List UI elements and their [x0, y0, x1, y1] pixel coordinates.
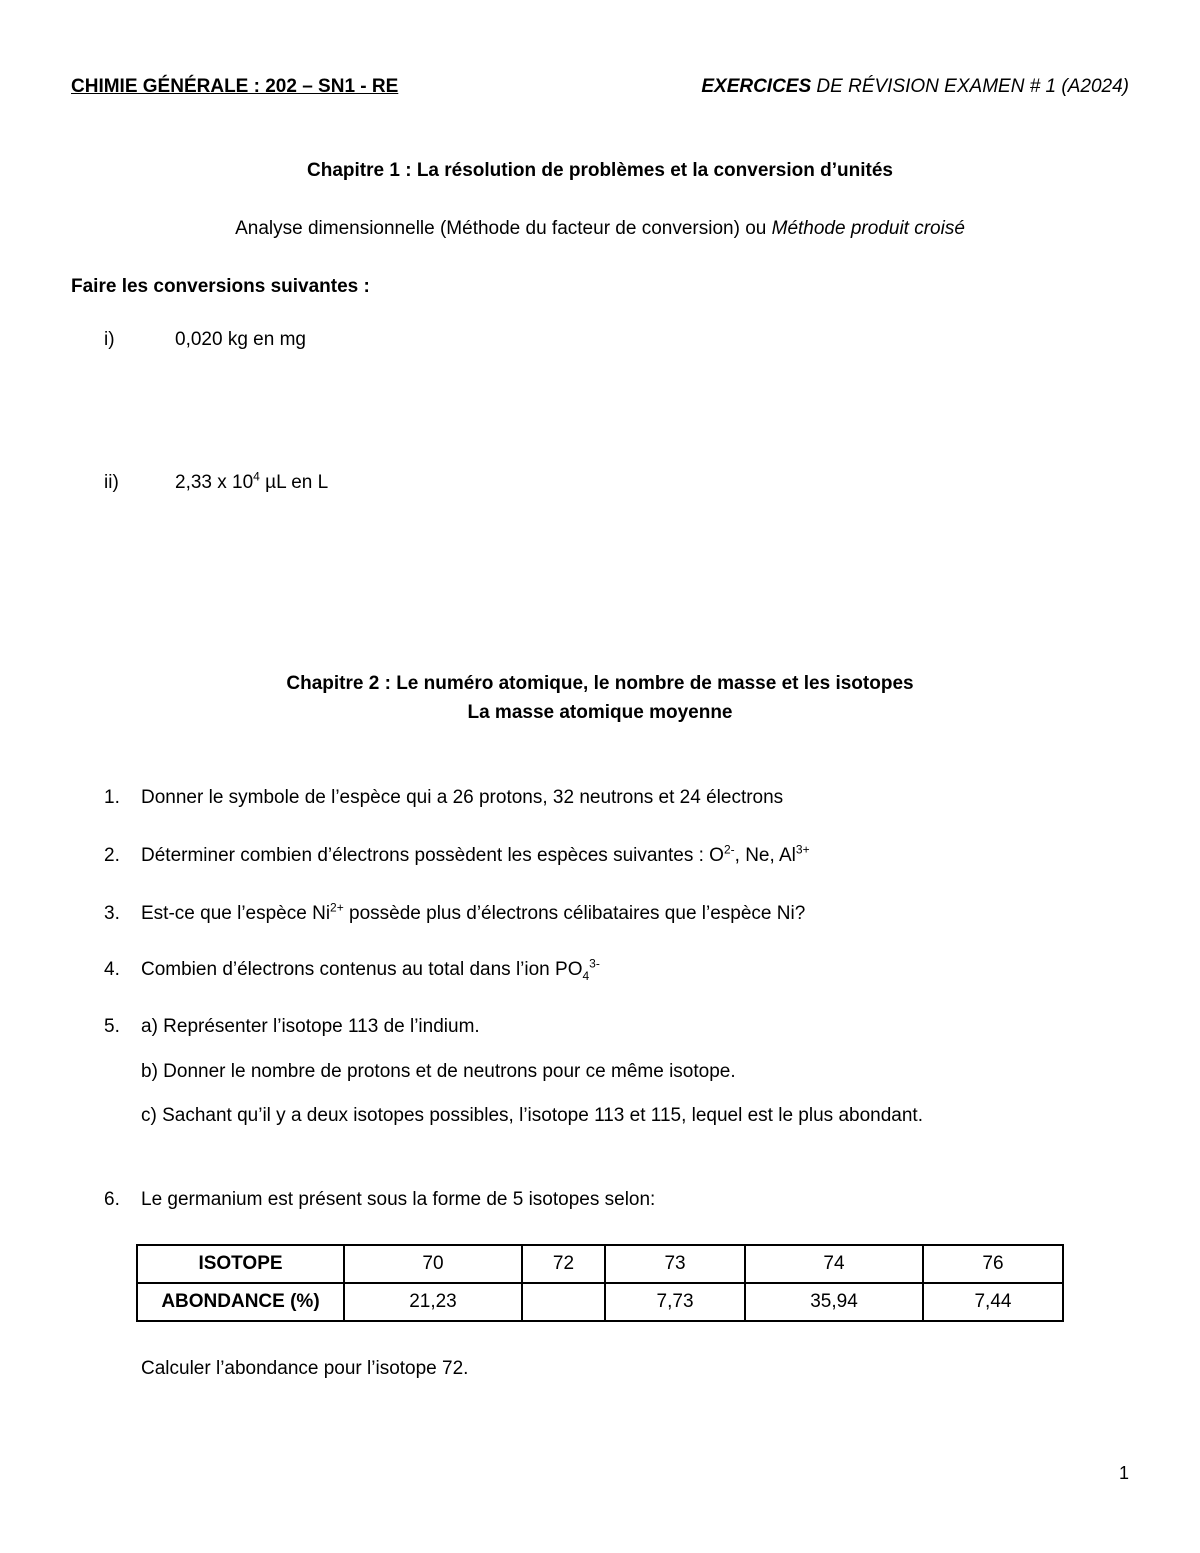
isotope-table — [136, 1244, 1064, 1322]
table-cell: 76 — [923, 1245, 1063, 1283]
q3-text-before: Est-ce que l’espèce Ni — [141, 903, 331, 924]
q4-text — [141, 956, 600, 983]
q4-subscript: 4 — [582, 968, 590, 983]
q2-number: 2. — [104, 845, 120, 866]
q4-text-main: Combien d’électrons contenus au total dans l’ion PO — [141, 959, 583, 980]
chapter1-title: Chapitre 1 : La résolution de problèmes et la conversion d’unités — [307, 160, 893, 181]
conversion-instruction: Faire les conversions suivantes : — [71, 276, 370, 297]
q6-followup: Calculer l’abondance pour l’isotope 72. — [141, 1358, 469, 1379]
page-number: 1 — [1118, 1463, 1129, 1483]
abundance-header: ABONDANCE (%) — [137, 1283, 344, 1321]
q2-aluminium-charge: 3+ — [795, 842, 810, 857]
q3-number: 3. — [104, 903, 120, 924]
table-cell: 73 — [605, 1245, 745, 1283]
q2-text-mid: , Ne, Al — [734, 845, 796, 866]
chapter1-subtitle-italic: Méthode produit croisé — [771, 218, 965, 239]
q2-text-main: Déterminer combien d’électrons possèdent les espèces suivantes : O — [141, 845, 724, 866]
table-cell: 72 — [522, 1245, 605, 1283]
chapter2-title: Chapitre 2 : Le numéro atomique, le nombre de masse et les isotopes — [286, 673, 914, 694]
table-row — [137, 1245, 1063, 1283]
table-cell: 74 — [745, 1245, 923, 1283]
conversion-ii-after: µL en L — [259, 472, 329, 493]
q2-text — [141, 842, 810, 867]
conversion-text-i: 0,020 kg en mg — [175, 329, 306, 350]
q4-number: 4. — [104, 959, 120, 980]
table-cell: 35,94 — [745, 1283, 923, 1321]
table-cell-empty — [522, 1283, 605, 1321]
q1-text: Donner le symbole de l’espèce qui a 26 protons, 32 neutrons et 24 électrons — [141, 787, 784, 808]
table-row — [137, 1283, 1063, 1321]
q3-nickel-charge: 2+ — [330, 900, 344, 915]
exam-header-rest: DE RÉVISION EXAMEN # 1 (A2024) — [811, 76, 1129, 97]
table-cell: 7,73 — [605, 1283, 745, 1321]
chapter1-subtitle — [0, 218, 1200, 240]
q1-number: 1. — [104, 787, 120, 808]
conversion-label-i: i) — [104, 329, 115, 350]
course-header: CHIMIE GÉNÉRALE : 202 – SN1 - RE — [71, 76, 399, 97]
chapter1-subtitle-plain: Analyse dimensionnelle (Méthode du facteur de conversion) ou — [235, 218, 772, 239]
q3-text — [141, 900, 806, 925]
table-cell: 7,44 — [923, 1283, 1063, 1321]
q5-part-b: b) Donner le nombre de protons et de neutrons pour ce même isotope. — [141, 1061, 736, 1082]
table-cell: 70 — [344, 1245, 522, 1283]
conversion-text-ii — [175, 469, 329, 494]
q6-text: Le germanium est présent sous la forme de 5 isotopes selon: — [141, 1189, 656, 1210]
q2-oxygen-charge: 2- — [723, 842, 735, 857]
conversion-ii-before: 2,33 x 10 — [175, 472, 254, 493]
isotope-header: ISOTOPE — [137, 1245, 344, 1283]
exam-header — [701, 76, 1129, 98]
q5-number: 5. — [104, 1016, 120, 1037]
conversion-ii-exponent: 4 — [253, 469, 260, 484]
conversion-label-ii: ii) — [104, 472, 119, 493]
chapter2-subtitle: La masse atomique moyenne — [467, 702, 733, 723]
q4-ion-charge: 3- — [589, 956, 600, 971]
q3-text-after: possède plus d’électrons célibataires que l’espèce Ni? — [343, 903, 806, 924]
q5-part-a: a) Représenter l’isotope 113 de l’indium. — [141, 1016, 480, 1037]
q5-part-c: c) Sachant qu’il y a deux isotopes possibles, l’isotope 113 et 115, lequel est le plus abondant. — [141, 1105, 923, 1126]
exam-header-bold: EXERCICES — [701, 76, 812, 97]
q6-number: 6. — [104, 1189, 120, 1210]
table-cell: 21,23 — [344, 1283, 522, 1321]
